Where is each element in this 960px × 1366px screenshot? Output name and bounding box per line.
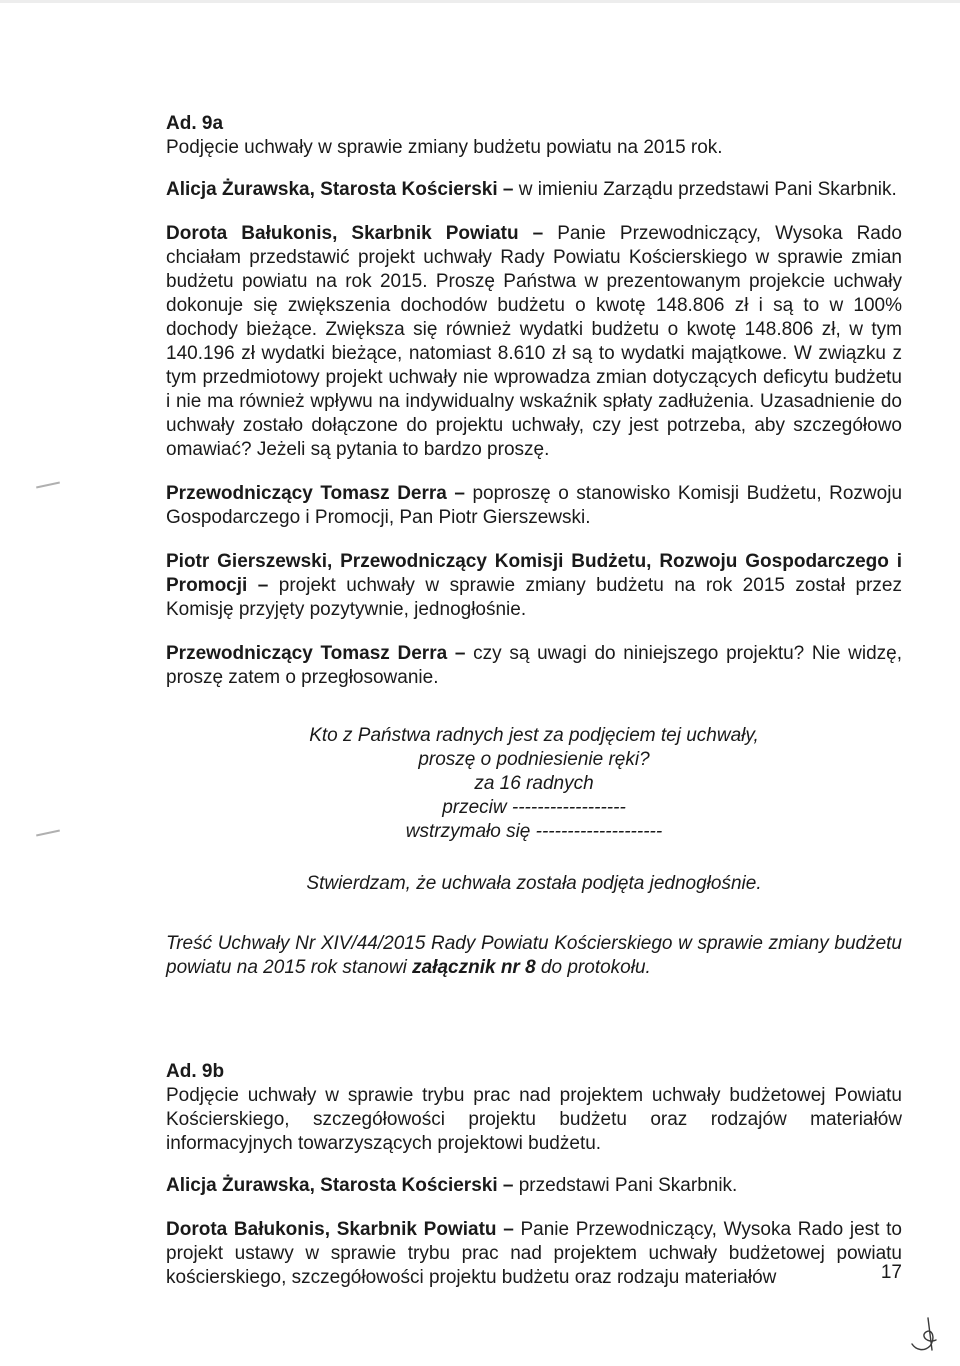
agenda-title: Podjęcie uchwały w sprawie trybu prac nad projektem uchwały budżetowej Powiatu Kościerskiego, szczegółowości projektu budżetu oraz rodzajów materiałów informacyjnych towarzyszących projektowi budżetu. (166, 1085, 902, 1154)
speaker-name: Alicja Żurawska, Starosta Kościerski – (166, 179, 514, 200)
statement-text: Panie Przewodniczący, Wysoka Rado jest to projekt ustawy w sprawie trybu prac nad projektem uchwały budżetowej powiatu kościerskiego, szczegółowości projektu budżetu oraz rodzaju materiałów (166, 1219, 902, 1288)
resolution-note-text: Treść Uchwały Nr XIV/44/2015 Rady Powiatu Kościerskiego w sprawie zmiany budżetu powiatu na 2015 rok stanowi (166, 933, 902, 978)
statement-text: czy są uwagi do niniejszego projektu? Nie widzę, proszę zatem o przegłosowanie. (166, 643, 903, 688)
statement-text: w imieniu Zarządu przedstawi Pani Skarbnik. (513, 179, 897, 200)
speaker-name: Przewodniczący Tomasz Derra – (166, 483, 465, 504)
statement-paragraph (166, 222, 902, 462)
spacer (166, 1000, 902, 1060)
statement-text: Panie Przewodniczący, Wysoka Rado chciałam przedstawić projekt uchwały Rady Powiatu Kościerskiego w sprawie zmian budżetu powiatu na rok 2015. Proszę Państwa w prezentowanym projekcie uchwały dokonuje się zwiększenia dochodów budżetu o kwotę 148.806 zł i są to w 100% dochody bieżące. Zwiększa się również wydatki budżetu o kwotę 148.806 zł, w tym 140.196 zł wydatki bieżące, natomiast 8.610 zł są to wydatki majątkowe. W związku z tym przedmiotowy projekt uchwały nie wprowadza zmian dotyczących deficytu budżetu i nie ma również wpływu na indywidualny wskaźnik spłaty zadłużenia. Uzasadnienie do uchwały zostało dołączone do projektu uchwały, czy jest potrzeba, aby szczegółowo omawiać? Jeżeli są pytania to bardzo proszę. (166, 223, 902, 460)
statement-paragraph (166, 178, 902, 202)
statement-paragraph (166, 642, 902, 690)
statement-paragraph (166, 550, 902, 622)
statement-text: przedstawi Pani Skarbnik. (513, 1175, 738, 1196)
vote-for: za 16 radnych (474, 773, 594, 794)
statement-paragraph (166, 482, 902, 530)
scan-edge (0, 0, 960, 3)
margin-mark (36, 482, 60, 489)
agenda-heading: Ad. 9a (166, 113, 224, 134)
vote-question-cont: proszę o podniesienie ręki? (418, 749, 650, 770)
speaker-name: Przewodniczący Tomasz Derra – (166, 643, 466, 664)
resolution-note-tail: do protokołu. (535, 957, 651, 978)
vote-abstained: wstrzymało się -------------------- (405, 821, 663, 842)
agenda-item-9b (166, 1060, 902, 1156)
page-number: 17 (880, 1262, 902, 1283)
resolution-note (166, 932, 902, 980)
vote-block (166, 724, 902, 844)
attachment-ref: załącznik nr 8 (412, 957, 536, 978)
statement-paragraph (166, 1218, 902, 1290)
speaker-name: Dorota Bałukonis, Skarbnik Powiatu – (166, 223, 544, 244)
speaker-name: Dorota Bałukonis, Skarbnik Powiatu – (166, 1219, 514, 1240)
speaker-name: Piotr Gierszewski, Przewodniczący Komisji Budżetu, Rozwoju Gospodarczego i Promocji – (166, 551, 902, 596)
agenda-title: Podjęcie uchwały w sprawie zmiany budżetu powiatu na 2015 rok. (166, 137, 723, 158)
agenda-item-9a (166, 112, 902, 160)
statement-text: projekt uchwały w sprawie zmiany budżetu na rok 2015 został przez Komisję przyjęty pozytywnie, jednogłośnie. (166, 575, 902, 620)
vote-against: przeciw ------------------ (442, 797, 626, 818)
speaker-name: Alicja Żurawska, Starosta Kościerski – (166, 1175, 514, 1196)
document-body (166, 112, 902, 1310)
resolution-statement: Stwierdzam, że uchwała została podjęta jednogłośnie. (306, 873, 762, 894)
vote-question: Kto z Państwa radnych jest za podjęciem tej uchwały, (309, 725, 759, 746)
statement-paragraph (166, 1174, 902, 1198)
margin-mark (36, 830, 60, 837)
statement-text: poproszę o stanowisko Komisji Budżetu, Rozwoju Gospodarczego i Promocji, Pan Piotr Gierszewski. (166, 483, 903, 528)
initials-signature-icon (906, 1310, 946, 1354)
agenda-heading: Ad. 9b (166, 1061, 225, 1082)
